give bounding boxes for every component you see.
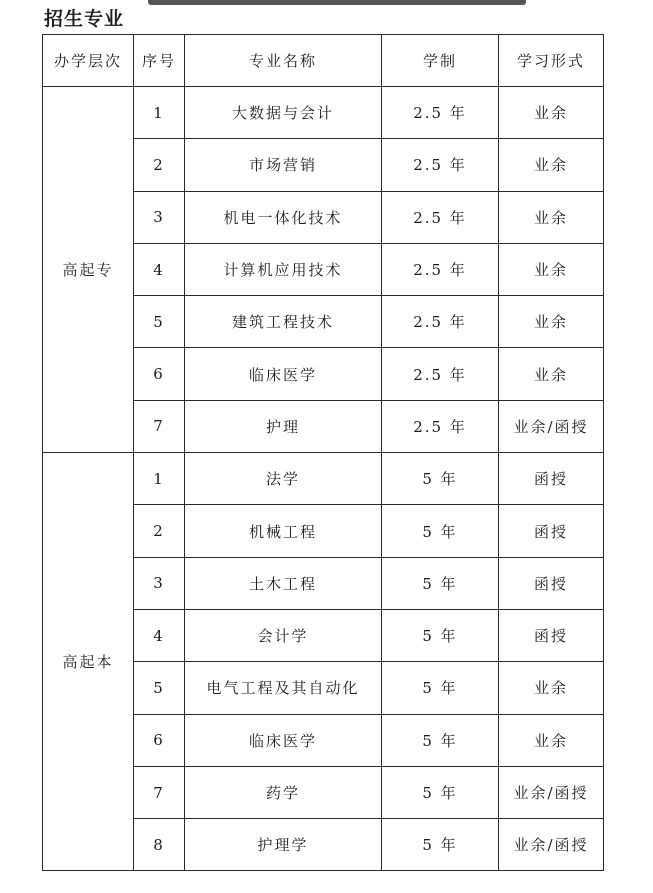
index-cell: 2 — [134, 505, 185, 557]
study-mode-cell: 业余 — [499, 296, 604, 348]
study-mode-cell: 业余 — [499, 714, 604, 766]
index-cell: 4 — [134, 243, 185, 295]
header-years: 学制 — [382, 35, 499, 87]
study-mode-cell: 业余 — [499, 243, 604, 295]
header-index: 序号 — [134, 35, 185, 87]
table-body — [43, 87, 604, 871]
index-cell: 3 — [134, 191, 185, 243]
duration-cell: 5 年 — [382, 609, 499, 661]
study-mode-cell: 业余/函授 — [499, 400, 604, 452]
header-name: 专业名称 — [185, 35, 382, 87]
study-mode-cell: 函授 — [499, 557, 604, 609]
study-mode-cell: 业余 — [499, 139, 604, 191]
major-name-cell: 会计学 — [185, 609, 382, 661]
major-name-cell: 临床医学 — [185, 348, 382, 400]
index-cell: 6 — [134, 348, 185, 400]
duration-cell: 5 年 — [382, 505, 499, 557]
major-name-cell: 护理学 — [185, 819, 382, 871]
major-name-cell: 计算机应用技术 — [185, 243, 382, 295]
duration-cell: 2.5 年 — [382, 191, 499, 243]
index-cell: 1 — [134, 87, 185, 139]
duration-cell: 5 年 — [382, 714, 499, 766]
table-row — [43, 453, 604, 505]
index-cell: 7 — [134, 766, 185, 818]
duration-cell: 2.5 年 — [382, 348, 499, 400]
index-cell: 4 — [134, 609, 185, 661]
study-mode-cell: 业余/函授 — [499, 819, 604, 871]
major-name-cell: 电气工程及其自动化 — [185, 662, 382, 714]
study-mode-cell: 函授 — [499, 505, 604, 557]
duration-cell: 5 年 — [382, 819, 499, 871]
major-name-cell: 机械工程 — [185, 505, 382, 557]
study-mode-cell: 函授 — [499, 453, 604, 505]
study-mode-cell: 业余 — [499, 348, 604, 400]
study-mode-cell: 业余 — [499, 87, 604, 139]
duration-cell: 2.5 年 — [382, 139, 499, 191]
major-name-cell: 临床医学 — [185, 714, 382, 766]
level-cell: 高起本 — [43, 453, 134, 871]
index-cell: 1 — [134, 453, 185, 505]
duration-cell: 5 年 — [382, 453, 499, 505]
major-name-cell: 法学 — [185, 453, 382, 505]
index-cell: 5 — [134, 662, 185, 714]
top-scroll-bar — [148, 0, 526, 5]
duration-cell: 5 年 — [382, 766, 499, 818]
major-name-cell: 建筑工程技术 — [185, 296, 382, 348]
major-name-cell: 大数据与会计 — [185, 87, 382, 139]
duration-cell: 5 年 — [382, 662, 499, 714]
study-mode-cell: 函授 — [499, 609, 604, 661]
table-row — [43, 87, 604, 139]
duration-cell: 5 年 — [382, 557, 499, 609]
major-name-cell: 市场营销 — [185, 139, 382, 191]
header-mode: 学习形式 — [499, 35, 604, 87]
major-name-cell: 药学 — [185, 766, 382, 818]
section-title: 招生专业 — [44, 8, 125, 30]
major-name-cell: 机电一体化技术 — [185, 191, 382, 243]
study-mode-cell: 业余 — [499, 191, 604, 243]
index-cell: 3 — [134, 557, 185, 609]
level-cell: 高起专 — [43, 87, 134, 453]
study-mode-cell: 业余 — [499, 662, 604, 714]
major-name-cell: 土木工程 — [185, 557, 382, 609]
header-level: 办学层次 — [43, 35, 134, 87]
major-name-cell: 护理 — [185, 400, 382, 452]
duration-cell: 2.5 年 — [382, 400, 499, 452]
duration-cell: 2.5 年 — [382, 87, 499, 139]
index-cell: 6 — [134, 714, 185, 766]
study-mode-cell: 业余/函授 — [499, 766, 604, 818]
index-cell: 5 — [134, 296, 185, 348]
index-cell: 2 — [134, 139, 185, 191]
index-cell: 7 — [134, 400, 185, 452]
duration-cell: 2.5 年 — [382, 243, 499, 295]
index-cell: 8 — [134, 819, 185, 871]
duration-cell: 2.5 年 — [382, 296, 499, 348]
table-header-row — [43, 35, 604, 87]
majors-table — [42, 34, 604, 871]
